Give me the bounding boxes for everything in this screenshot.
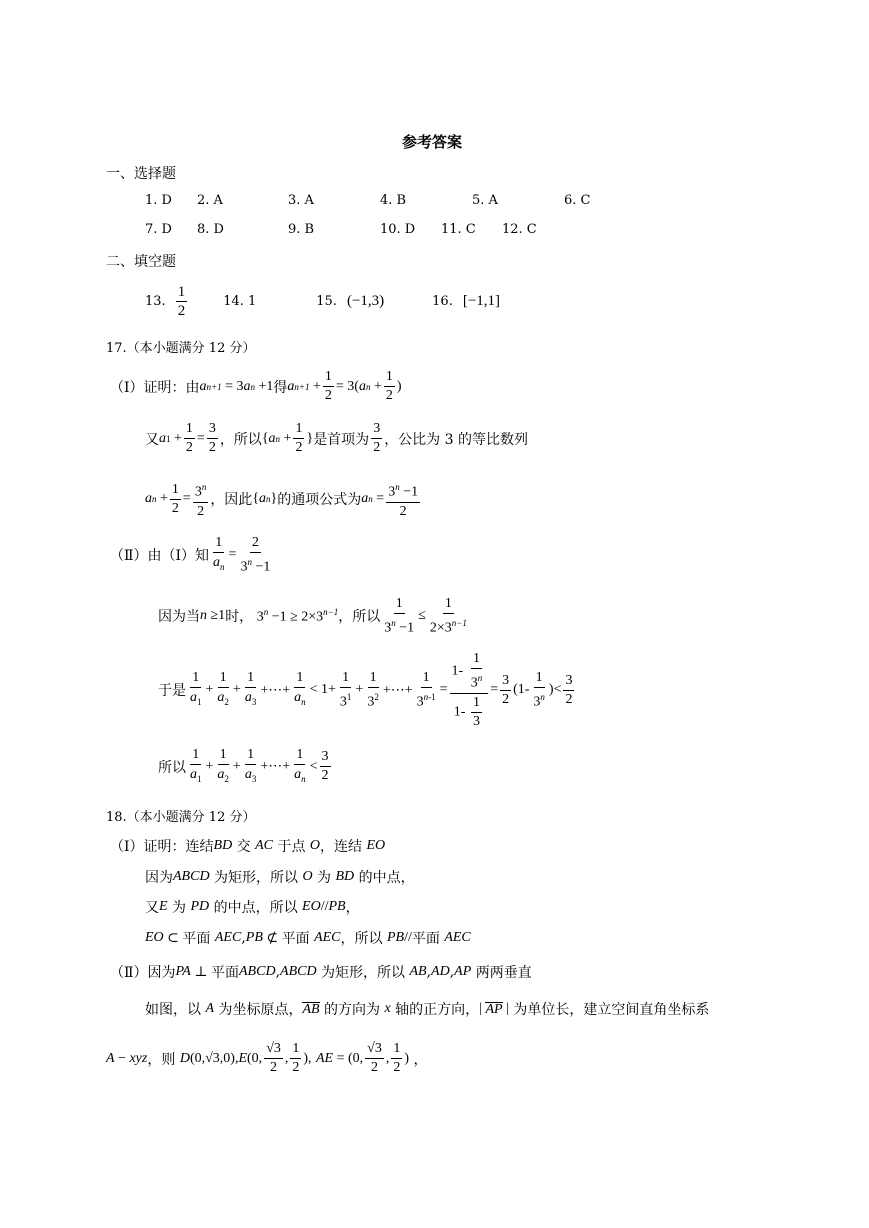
q17-p1-label: （Ⅰ）证明：由: [110, 379, 200, 396]
fill-answers: [145, 283, 500, 320]
q18-l6d: 轴的正方向，: [395, 1002, 480, 1018]
q17-p3-mid2: 的通项公式为: [277, 492, 362, 509]
q14-label: 14. 1: [223, 294, 257, 309]
q18-l1: （Ⅰ）证明：连结: [110, 839, 214, 855]
answer-9: 9. B: [288, 222, 315, 237]
q17-part2-c: 于是 $\frac{1}{a_1}$ + $\frac{1}{a_2}$ + $\frac{1}{a_3}$ +⋯+ $\frac{1}{a_n}$ < 1+ $\frac{1}{3^1}$ + $\frac{1}{3^2}$ +⋯+ $\frac{1}{3^{n-1}}$ = 1- $\frac{1}{3^n}$ 1- $\frac{1}{3}$ = $\frac{3}{2}$ (1- $\frac{1}{3^n}$ )< $\frac{3}{2}$: [158, 651, 573, 729]
answer-11: 11. C: [441, 222, 476, 237]
q15-value: (−1,3): [346, 293, 385, 309]
q17-part2-b: 因为当 n ≥1 时， $3^n -1 \ge 2\times 3^{n-1}$ ，所以 $\frac{1}{3^n -1}$ ≤ $\frac{1}{2\times 3^{n-1}}$: [158, 596, 467, 636]
answer-8: 8. D: [197, 222, 224, 237]
q18-line3: 又 E 为 PD 的中点，所以 EO // PB ，: [145, 899, 360, 916]
q17-p4-label: （Ⅱ）由（Ⅰ）知: [110, 548, 210, 565]
q17-part2: （Ⅱ）由（Ⅰ）知 $\frac{1}{a_n}$ = $\frac{2}{3^n -1}$: [110, 535, 271, 575]
q18-l6c: 的方向为: [324, 1002, 381, 1018]
q13-fraction: $\frac{1}{2}$: [177, 284, 186, 319]
q18-l3: 又: [145, 900, 159, 916]
q18-line7: A − xyz ，则 D (0,√3,0), E (0, $\frac{√3}{2}$ , $\frac{1}{2}$ ), AE = (0, $\frac{√3}{2}$ , $\frac{1}{2}$ ) ，: [106, 1041, 428, 1075]
q17-header: 17.（本小题满分 12 分）: [106, 341, 256, 356]
answer-6: 6. C: [564, 193, 591, 208]
q17-p2-mid: ，所以: [219, 431, 262, 448]
q17-p5-pre: 因为当: [158, 609, 200, 626]
q17-p3-mid: ，因此: [210, 492, 253, 509]
q18-l6: 如图，以: [145, 1002, 201, 1018]
q16-value: [−1,1]: [462, 293, 501, 309]
q17-part1: （Ⅰ）证明：由 a n+1 = 3 a n +1 得 a n+1 + $\frac{1}{2}$ = 3( a n + $\frac{1}{2}$ ): [110, 369, 402, 403]
q17-p5-mid: 时，: [225, 609, 254, 626]
q18-l7: ，则: [147, 1051, 176, 1068]
page-title: 参考答案: [402, 133, 463, 151]
q17-p1-mid: 得: [273, 379, 288, 396]
q18-line1: （Ⅰ）证明：连结 BD 交 AC 于点 O ，连结 EO: [110, 838, 386, 855]
section-fill: 二、填空题: [106, 254, 176, 270]
q18-line4: EO ⊂ 平面 AEC , PB ⊄ 平面 AEC ，所以 PB // 平面 AEC: [145, 930, 471, 947]
section-choice: 一、选择题: [106, 166, 176, 182]
answer-10: 10. D: [380, 222, 416, 237]
q18-line6: 如图，以 A 为坐标原点， AB 的方向为 x 轴的正方向， | AP | 为单位长，建立空间直角坐标系: [145, 1001, 710, 1018]
q17-part2-d: 所以 $\frac{1}{a_1}$ + $\frac{1}{a_2}$ + $\frac{1}{a_3}$ +⋯+ $\frac{1}{a_n}$ < $\frac{3}{2}$: [158, 747, 329, 784]
q18-l6b: 为坐标原点，: [218, 1002, 303, 1018]
q18-l6e: 为单位长，建立空间直角坐标系: [513, 1002, 710, 1018]
q17-p6-pre: 于是: [158, 683, 186, 700]
q17-p7-pre: 所以: [158, 759, 186, 776]
answer-4: 4. B: [380, 193, 407, 208]
answer-5: 5. A: [472, 193, 498, 208]
q18-line2: 因为 ABCD 为矩形，所以 O 为 BD 的中点，: [145, 869, 415, 886]
q15-label: 15.: [316, 294, 337, 309]
answer-7: 7. D: [145, 222, 172, 237]
q13-label: 13.: [145, 294, 166, 309]
answer-12: 12. C: [502, 222, 537, 237]
answer-2: 2. A: [197, 193, 223, 208]
q18-l5: （Ⅱ）因为: [110, 965, 176, 981]
q16-label: 16.: [432, 294, 453, 309]
q17-p2-pre: 又: [145, 431, 159, 448]
q18-line5: （Ⅱ）因为 PA ⊥ 平面 ABCD , ABCD 为矩形，所以 AB , AD , AP 两两垂直: [110, 964, 532, 981]
q18-header: 18.（本小题满分 12 分）: [106, 810, 256, 825]
answer-1: 1. D: [145, 193, 172, 208]
q17-p2-end: ，公比为 3 的等比数列: [384, 431, 528, 448]
q17-p5-mid2: ，所以: [338, 609, 381, 626]
q17-part1-c: a n + $\frac{1}{2}$ = $\frac{3^n}{2}$ ，因此 { a n } 的通项公式为 a n = $\frac{3^n -1}{2}$: [145, 478, 422, 521]
answer-3: 3. A: [288, 193, 314, 208]
q17-p2-mid2: 是首项为: [313, 431, 370, 448]
q18-l2: 因为: [145, 870, 173, 886]
q17-part1-b: 又 a 1 + $\frac{1}{2}$ = $\frac{3}{2}$ ，所以 { a n + $\frac{1}{2}$ } 是首项为 $\frac{3}{2}$ ，公比为 3 的等比数列: [145, 421, 528, 455]
